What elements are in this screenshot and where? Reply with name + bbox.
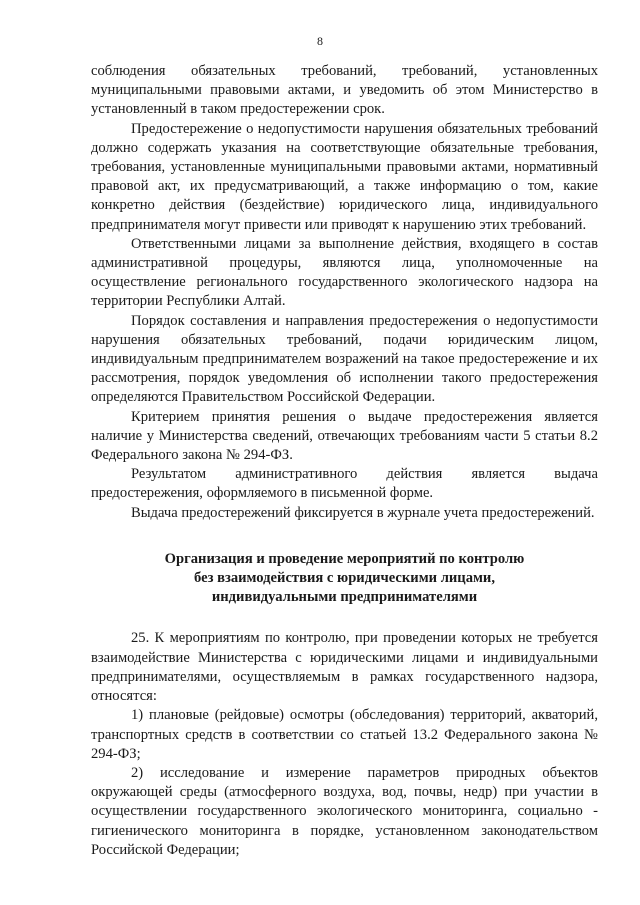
- paragraph-registration: Выдача предостережений фиксируется в журнале учета предостережений.: [131, 504, 595, 521]
- list-item-1: 1) плановые (рейдовые) осмотры (обследования) территорий, акваторий, транспортных средств в соответствии со статьей 13.2 Федерального закона № 294-ФЗ;: [91, 707, 598, 762]
- document-body: [91, 62, 598, 860]
- paragraph-item-25: 25. К мероприятиям по контролю, при проведении которых не требуется взаимодействие Министерства с юридическими лицами и индивидуальными предпринимателями, осуществляемым в рамках государственного надзора, относятся:: [91, 630, 598, 705]
- section-heading-line: без взаимодействия с юридическими лицами,: [194, 570, 495, 587]
- paragraph-action-result: Результатом административного действия является выдача предостережения, оформляемого в письменной форме.: [91, 466, 598, 502]
- paragraph-warning-content: Предостережение о недопустимости нарушения обязательных требований должно содержать указания на соответствующие обязательные требования, требования, установленные муниципальными правовыми актами, нормативный правовой акт, их предусматривающий, а также информацию о том, какие конкретно действия (бездействие) юридического лица, индивидуального предпринимателя могут привести или приводят к нарушению этих требований.: [91, 120, 598, 233]
- paragraph-decision-criterion: Критерием принятия решения о выдаче предостережения является наличие у Министерства сведений, отвечающих требованиям части 5 статьи 8.2 Федерального закона № 294-ФЗ.: [91, 408, 598, 464]
- paragraph-continuation: соблюдения обязательных требований, требований, установленных муниципальными правовыми актами, и уведомить об этом Министерство в установленный в таком предостережении срок.: [91, 63, 598, 118]
- page-number: 8: [317, 34, 323, 48]
- paragraph-responsible-persons: Ответственными лицами за выполнение действия, входящего в состав административной процедуры, являются лица, уполномоченные на осуществление регионального государственного экологического надзора на территории Республики Алтай.: [91, 235, 598, 310]
- section-heading: [91, 550, 598, 608]
- section-heading-line: индивидуальными предпринимателями: [211, 589, 478, 606]
- list-item-2: 2) исследование и измерение параметров природных объектов окружающей среды (атмосферного воздуха, вод, почвы, недр) при участии в осуществлении государственного экологического мониторинга, социально - гигиенического мониторинга в порядке, установленном законодательством Российской Федерации;: [91, 764, 598, 858]
- section-heading-line: Организация и проведение мероприятий по контролю: [164, 550, 525, 567]
- paragraph-procedure: Порядок составления и направления предостережения о недопустимости нарушения обязательных требований, подачи юридическим лицом, индивидуальным предпринимателем возражений на такое предостережение и их рассмотрения, порядок уведомления об исполнении такого предостережения определяются Правительством Российской Федерации.: [91, 312, 598, 406]
